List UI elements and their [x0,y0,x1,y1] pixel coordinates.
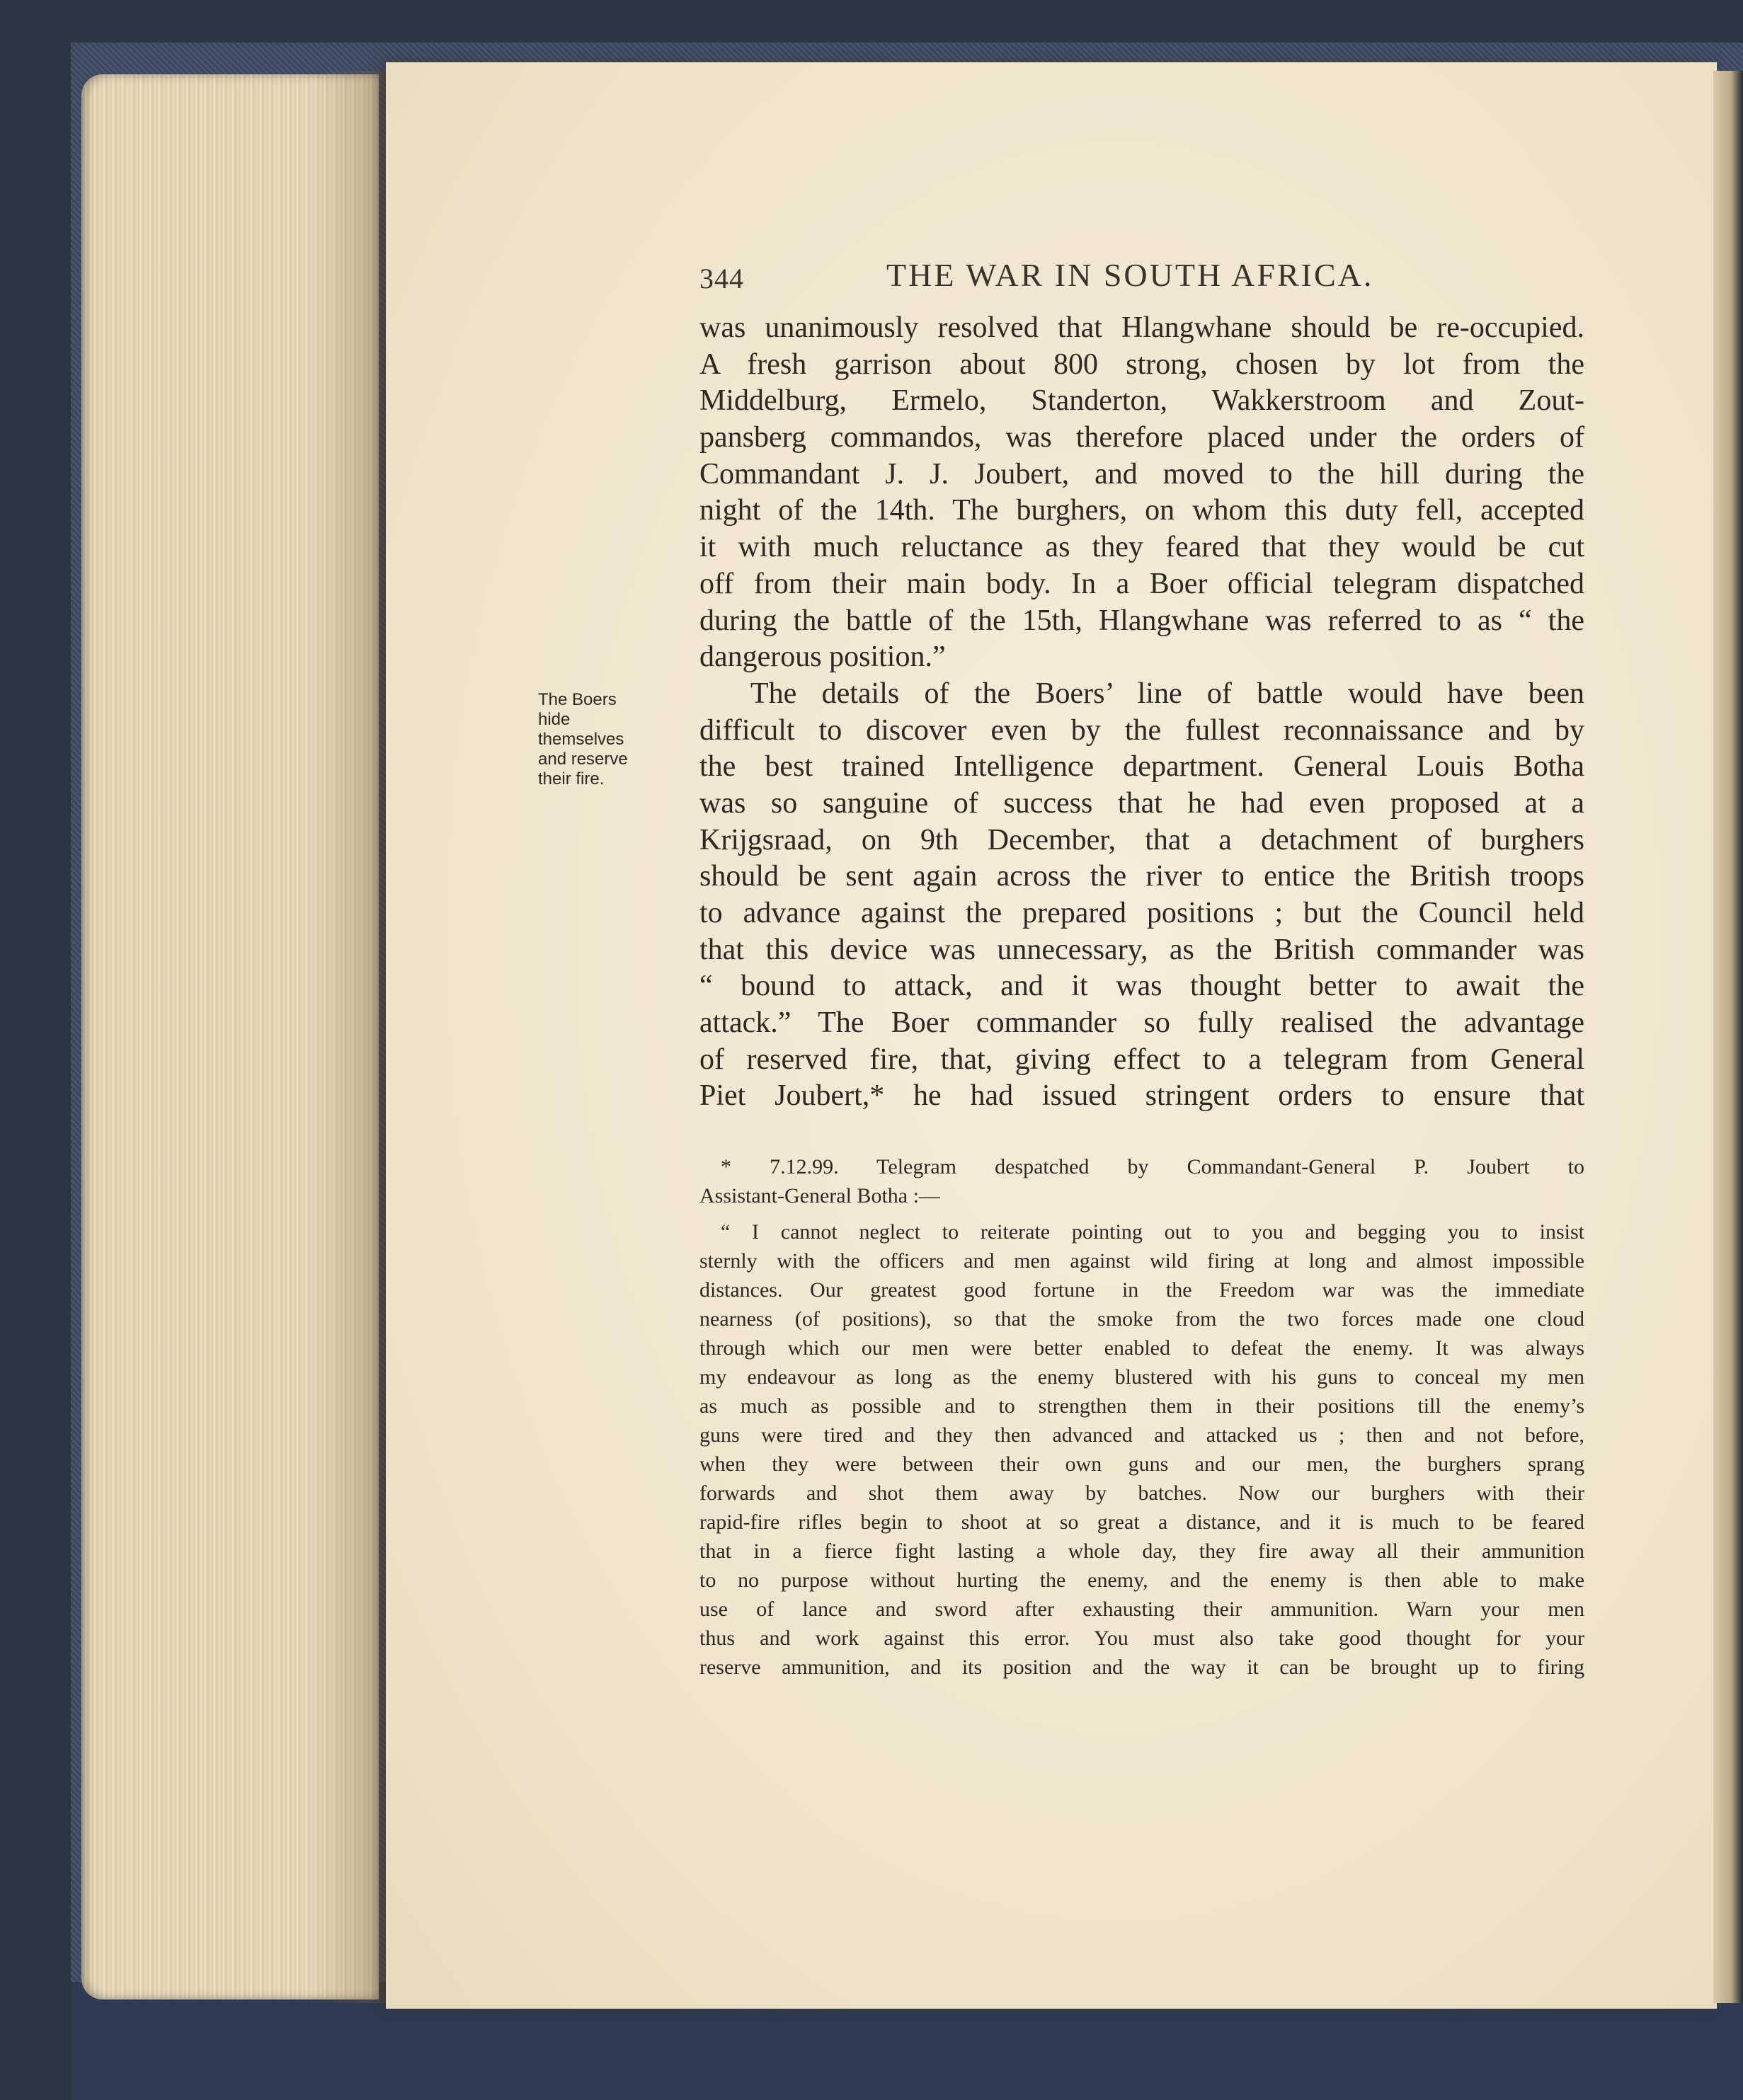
footnote-quote-line: sternly with the officers and men against wild firing at long and almost impossible [699,1249,1584,1273]
text-line: difficult to discover even by the fullest reconnaissance and by [699,713,1584,747]
gutter-shadow [312,71,389,2003]
text-line: during the battle of the 15th, Hlangwhane was referred to as “ the [699,604,1584,637]
footnote-quote-line: distances. Our greatest good fortune in the Freedom war was the immediate [699,1278,1584,1302]
text-line: night of the 14th. The burghers, on whom this duty fell, accepted [699,494,1584,527]
footnote-quote-line: forwards and shot them away by batches. Now our burghers with their [699,1481,1584,1505]
text-line: A fresh garrison about 800 strong, chosen by lot from the [699,348,1584,381]
margin-note-line: and reserve [538,750,628,769]
text-line: was unanimously resolved that Hlangwhane should be re-occupied. [699,311,1584,344]
text-line: that this device was unnecessary, as the British commander was [699,933,1584,966]
margin-note-line: their fire. [538,769,605,788]
text-line: Commandant J. J. Joubert, and moved to the hill during the [699,457,1584,490]
footnote [699,1152,1584,1682]
right-page-edge [1713,71,1743,2003]
footnote-quote-line: my endeavour as long as the enemy blustered with his guns to conceal my men [699,1365,1584,1389]
page-header [699,256,1584,299]
footnote-quote-line: that in a fierce fight lasting a whole day, they fire away all their ammunition [699,1539,1584,1563]
running-title: THE WAR IN SOUTH AFRICA. [886,257,1374,293]
text-line: of reserved fire, that, giving effect to a telegram from General [699,1043,1584,1076]
paragraph-start-line: The details of the Boers’ line of battle would have been [750,677,1584,710]
text-line: off from their main body. In a Boer official telegram dispatched [699,567,1584,600]
footnote-quote-line: use of lance and sword after exhausting their ammunition. Warn your men [699,1597,1584,1621]
text-line: the best trained Intelligence department. General Louis Botha [699,750,1584,784]
text-line: should be sent again across the river to entice the British troops [699,860,1584,893]
footnote-quote-line: when they were between their own guns and our men, the burghers sprang [699,1452,1584,1476]
footnote-quote-line: to no purpose without hurting the enemy, and the enemy is then able to make [699,1568,1584,1592]
text-line: Krijgsraad, on 9th December, that a detachment of burghers [699,823,1584,856]
footnote-quote-line: thus and work against this error. You must also take good thought for your [699,1626,1584,1650]
margin-note-line: themselves [538,730,624,749]
footnote-quote-line: “ I cannot neglect to reiterate pointing out to you and begging you to insist [721,1220,1584,1244]
footnote-quote-line: guns were tired and they then advanced and attacked us ; then and not before, [699,1423,1584,1447]
footnote-quote-line: as much as possible and to strengthen them in their positions till the enemy’s [699,1394,1584,1418]
text-line: was so sanguine of success that he had even proposed at a [699,786,1584,820]
text-line: pansberg commandos, was therefore placed under the orders of [699,421,1584,454]
text-line: attack.” The Boer commander so fully realised the advantage [699,1006,1584,1040]
margin-note-line: hide [538,710,571,729]
footnote-quote-line: reserve ammunition, and its position and the way it can be brought up to firing [699,1656,1584,1679]
footnote-line: Assistant-General Botha :— [699,1184,940,1207]
margin-note [538,690,680,789]
text-line: “ bound to attack, and it was thought better to await the [699,970,1584,1003]
footnote-quote-line: rapid-fire rifles begin to shoot at so great a distance, and it is much to be feared [699,1510,1584,1534]
footnote-quote-line: nearness (of positions), so that the smoke from the two forces made one cloud [699,1307,1584,1331]
text-line: to advance against the prepared positions ; but the Council held [699,897,1584,929]
main-text [699,310,1584,1115]
margin-note-line: The Boers [538,690,617,709]
text-line: Middelburg, Ermelo, Standerton, Wakkerstroom and Zout- [699,384,1584,418]
page-number: 344 [699,263,744,294]
text-line: Piet Joubert,* he had issued stringent orders to ensure that [699,1079,1584,1113]
footnote-line: * 7.12.99. Telegram despatched by Commandant-General P. Joubert to [721,1155,1584,1178]
footnote-quote-line: through which our men were better enabled to defeat the enemy. It was always [699,1336,1584,1360]
text-line: dangerous position.” [699,641,946,674]
text-line: it with much reluctance as they feared that they would be cut [699,531,1584,564]
